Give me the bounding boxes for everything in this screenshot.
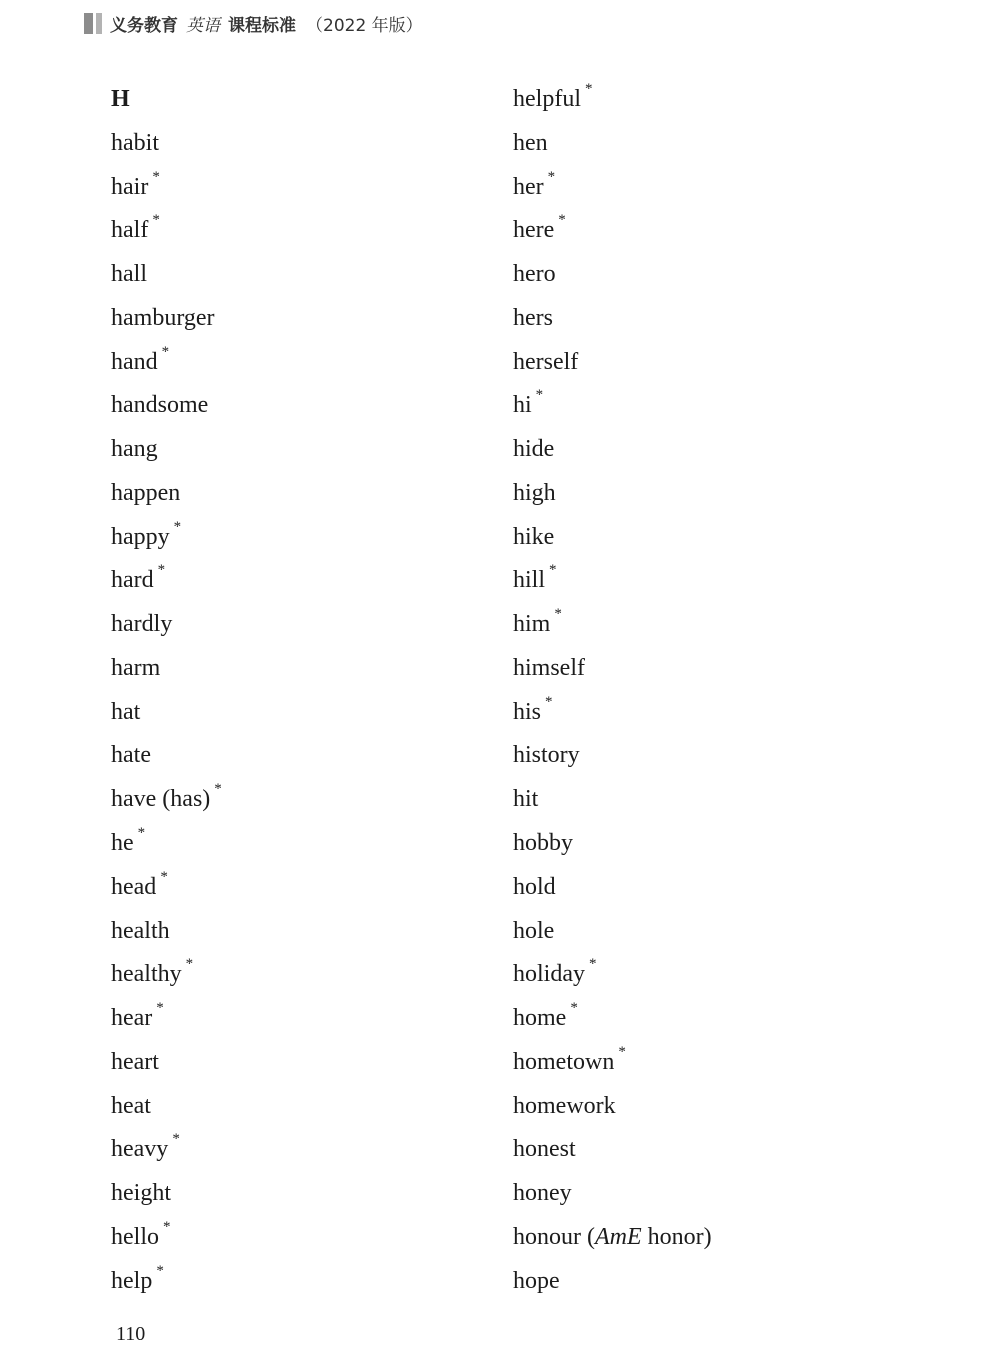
word-entry xyxy=(513,472,712,516)
word-entry xyxy=(513,428,712,472)
star-mark: * xyxy=(163,1218,171,1235)
word-text: homework xyxy=(513,1092,616,1119)
word-entry xyxy=(513,384,712,428)
star-mark: * xyxy=(160,868,168,885)
word-entry xyxy=(111,1041,222,1085)
word-entry xyxy=(111,953,222,997)
word-text: her xyxy=(513,173,544,200)
word-entry xyxy=(513,559,712,603)
word-entry xyxy=(111,997,222,1041)
word-entry xyxy=(111,341,222,385)
word-text: handsome xyxy=(111,392,209,419)
variant-word: honor xyxy=(641,1223,704,1250)
star-mark: * xyxy=(558,212,566,229)
word-text: hate xyxy=(111,742,151,769)
word-text: high xyxy=(513,479,556,506)
word-entry xyxy=(111,209,222,253)
running-header xyxy=(84,10,423,36)
word-text: have (has) xyxy=(111,786,211,813)
star-mark: * xyxy=(137,825,146,842)
word-text: hole xyxy=(513,917,555,944)
header-edition: （2022 年版） xyxy=(306,15,423,36)
word-entry xyxy=(111,166,222,210)
word-text: honour xyxy=(513,1223,581,1250)
star-mark: * xyxy=(185,956,194,973)
word-text: hers xyxy=(513,304,553,331)
word-text: hat xyxy=(111,698,141,725)
word-entry xyxy=(111,822,222,866)
word-entry xyxy=(513,734,712,778)
word-text: happy xyxy=(111,523,170,550)
word-text: holiday xyxy=(513,961,585,988)
word-text: hamburger xyxy=(111,304,215,331)
word-entry xyxy=(111,734,222,778)
word-list-left-column xyxy=(111,78,222,1303)
word-text: H xyxy=(111,86,130,112)
word-text: health xyxy=(111,917,170,944)
word-text: hard xyxy=(111,567,154,594)
header-bars-icon xyxy=(84,13,102,34)
word-entry xyxy=(513,1085,712,1129)
word-entry xyxy=(513,647,712,691)
word-text: height xyxy=(111,1180,171,1207)
word-text: hike xyxy=(513,523,555,550)
word-list-right-column xyxy=(513,78,712,1303)
star-mark: * xyxy=(547,168,556,185)
word-entry xyxy=(111,516,222,560)
word-entry xyxy=(513,1172,712,1216)
word-entry xyxy=(513,1041,712,1085)
word-text: hardly xyxy=(111,611,173,638)
word-text: hen xyxy=(513,129,548,156)
word-entry xyxy=(111,778,222,822)
word-entry xyxy=(513,122,712,166)
star-mark: * xyxy=(570,1000,578,1017)
star-mark: * xyxy=(584,81,593,97)
word-text: healthy xyxy=(111,961,182,988)
word-entry xyxy=(111,691,222,735)
word-text: honey xyxy=(513,1180,572,1207)
word-text: hold xyxy=(513,873,556,900)
word-text: himself xyxy=(513,654,585,681)
word-text: hear xyxy=(111,1005,153,1032)
word-text: heart xyxy=(111,1048,159,1075)
word-text: he xyxy=(111,830,134,857)
word-entry xyxy=(513,166,712,210)
word-entry xyxy=(111,910,222,954)
star-mark: * xyxy=(152,168,160,185)
word-entry xyxy=(513,822,712,866)
star-mark: * xyxy=(173,518,182,535)
star-mark: * xyxy=(589,956,597,973)
star-mark: * xyxy=(161,343,170,360)
star-mark: * xyxy=(156,1262,164,1279)
word-entry xyxy=(513,1128,712,1172)
star-mark: * xyxy=(152,212,160,229)
star-mark: * xyxy=(554,606,562,623)
star-mark: * xyxy=(157,562,166,579)
word-entry xyxy=(513,1260,712,1304)
word-entry xyxy=(111,472,222,516)
word-text: him xyxy=(513,611,551,638)
header-series: 义务教育 xyxy=(110,15,178,36)
word-entry xyxy=(111,297,222,341)
variant-open: ( xyxy=(581,1223,595,1250)
word-text: head xyxy=(111,873,157,900)
word-entry xyxy=(513,78,712,122)
word-text: helpful xyxy=(513,86,581,112)
letter-heading xyxy=(111,78,222,122)
word-text: hobby xyxy=(513,830,573,857)
word-text: hometown xyxy=(513,1048,615,1075)
star-mark: * xyxy=(618,1043,626,1060)
word-entry xyxy=(111,866,222,910)
word-text: hang xyxy=(111,436,158,463)
word-entry xyxy=(111,1085,222,1129)
word-text: harm xyxy=(111,654,161,681)
word-entry xyxy=(111,603,222,647)
variant-close: ) xyxy=(703,1223,712,1250)
word-text: hi xyxy=(513,392,532,419)
word-text: hero xyxy=(513,261,556,288)
word-entry xyxy=(111,647,222,691)
word-text: his xyxy=(513,698,542,725)
variant-label: AmE xyxy=(595,1223,642,1250)
word-entry xyxy=(513,691,712,735)
word-entry xyxy=(111,1216,222,1260)
header-subject: 英语 xyxy=(186,15,220,36)
star-mark: * xyxy=(545,693,553,710)
word-entry xyxy=(513,997,712,1041)
page-number: 110 xyxy=(116,1323,146,1345)
word-text: hill xyxy=(513,567,546,594)
word-entry xyxy=(513,516,712,560)
word-entry xyxy=(111,1260,222,1304)
word-text: half xyxy=(111,217,149,244)
word-entry xyxy=(111,559,222,603)
word-text: hope xyxy=(513,1267,560,1294)
word-entry xyxy=(111,428,222,472)
word-text: history xyxy=(513,742,580,769)
word-text: heat xyxy=(111,1092,151,1119)
word-entry xyxy=(513,953,712,997)
word-text: herself xyxy=(513,348,579,375)
word-entry xyxy=(513,253,712,297)
word-entry xyxy=(513,778,712,822)
word-entry xyxy=(513,209,712,253)
word-text: habit xyxy=(111,129,159,156)
star-mark: * xyxy=(156,1000,164,1017)
word-entry xyxy=(513,1216,712,1260)
star-mark: * xyxy=(214,781,222,798)
word-entry xyxy=(513,341,712,385)
word-text: home xyxy=(513,1005,567,1032)
word-text: honest xyxy=(513,1136,576,1163)
word-entry xyxy=(111,122,222,166)
star-mark: * xyxy=(535,387,544,404)
word-text: help xyxy=(111,1267,153,1294)
word-entry xyxy=(111,1172,222,1216)
word-text: heavy xyxy=(111,1136,169,1163)
word-entry xyxy=(513,866,712,910)
word-text: hit xyxy=(513,786,539,813)
word-entry xyxy=(513,603,712,647)
word-text: happen xyxy=(111,479,181,506)
word-entry xyxy=(513,297,712,341)
word-text: hair xyxy=(111,173,149,200)
star-mark: * xyxy=(549,562,557,579)
header-title: 课程标准 xyxy=(228,15,296,36)
word-text: hide xyxy=(513,436,555,463)
word-entry xyxy=(111,253,222,297)
word-entry xyxy=(111,1128,222,1172)
word-text: hall xyxy=(111,261,147,288)
word-text: hello xyxy=(111,1223,159,1250)
word-text: hand xyxy=(111,348,158,375)
star-mark: * xyxy=(172,1131,180,1148)
word-text: here xyxy=(513,217,555,244)
word-entry xyxy=(111,384,222,428)
word-entry xyxy=(513,910,712,954)
